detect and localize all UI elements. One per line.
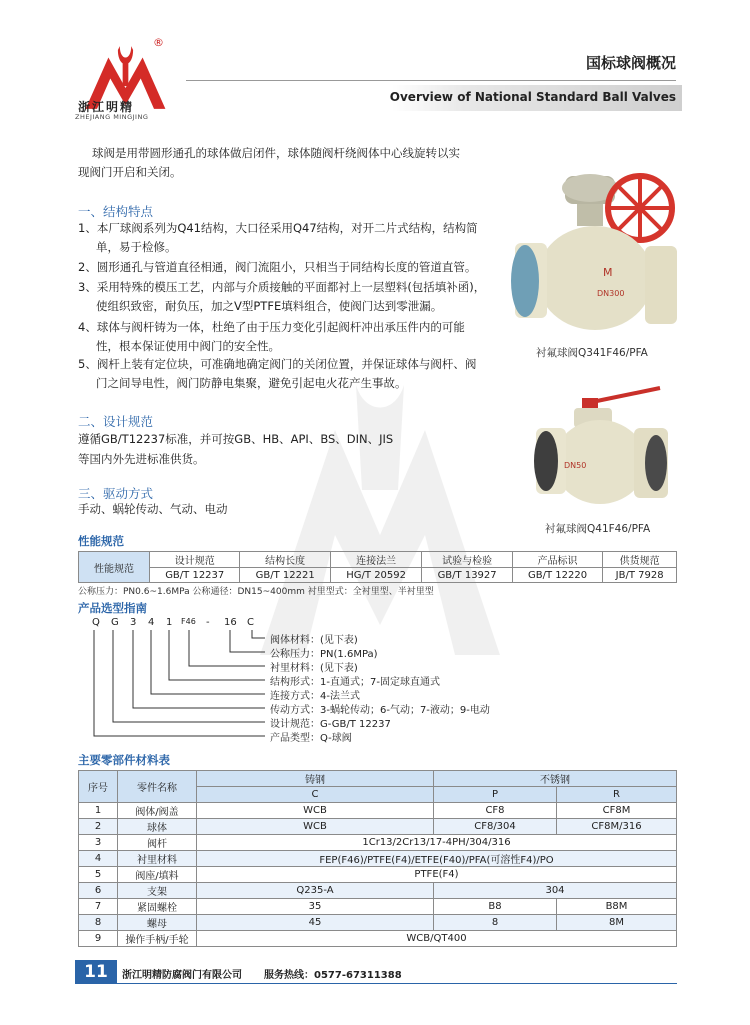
mat-pr: 304 [434,883,677,899]
selection-label: 传动方式：3-蜗轮传动；6-气动；7-液动；9-电动 [270,705,490,716]
code-char: 3 [130,617,137,628]
mat-name: 球体 [118,819,197,835]
mat-c: WCB [197,819,434,835]
mat-c: Q235-A [197,883,434,899]
brand-name-cn: 浙江明精 [78,100,135,114]
mat-no: 3 [79,835,118,851]
mat-p: 8 [434,915,557,931]
footer-hotline: 服务热线：0577-67311388 [264,970,402,981]
table-row [79,851,677,867]
drive-line: 手动、蜗轮传动、气动、电动 [78,502,228,516]
mat-r: 8M [557,915,677,931]
intro-line-1: 球阀是用带圆形通孔的球体做启闭件，球体随阀杆绕阀体中心线旋转以实 [92,146,460,160]
selection-label: 阀体材料：(见下表) [270,635,358,646]
page-title-en: Overview of National Standard Ball Valves [389,90,676,104]
page-title-cn: 国标球阀概况 [585,54,676,72]
perf-value: HG/T 20592 [330,568,421,583]
mat-header-name: 零件名称 [118,771,197,803]
code-char: 16 [224,617,237,628]
mat-r: B8M [557,899,677,915]
perf-header: 连接法兰 [330,552,421,568]
materials-table [78,770,677,947]
structure-item: 单，易于检修。 [96,240,177,254]
mat-no: 2 [79,819,118,835]
footer-divider [117,983,677,984]
mat-name: 紧固螺栓 [118,899,197,915]
structure-item: 性，根本保证使用中阀门的安全性。 [96,339,280,353]
structure-item: 5、阀杆上装有定位块，可准确地确定阀门的关闭位置，并保证球体与阀杆、阀 [78,357,477,371]
caption-valve-1: 衬氟球阀Q341F46/PFA [536,347,648,359]
perf-header: 供货规范 [603,552,677,568]
table-row [79,835,677,851]
perf-header: 产品标识 [512,552,602,568]
selection-bracket-lines [85,628,275,743]
structure-item: 使组织致密，耐负压，加之V型PTFE填料组合，使阀门达到零泄漏。 [96,299,443,313]
code-char: C [247,617,254,628]
structure-item: 1、本厂球阀系列为Q41结构，大口径采用Q47结构，对开二片式结构，结构简 [78,221,478,235]
perf-header: 设计规范 [150,552,240,568]
mat-header-p: P [434,787,557,803]
mat-name: 操作手柄/手轮 [118,931,197,947]
selection-label: 设计规范：G-GB/T 12237 [270,719,391,730]
table-row [79,931,677,947]
svg-text:M: M [603,266,613,279]
mat-header-cast: 铸钢 [197,771,434,787]
valve-marking: DN300 [597,289,625,298]
selection-label: 产品类型：Q-球阀 [270,733,352,744]
mat-name: 阀座/填料 [118,867,197,883]
perf-value: GB/T 12220 [512,568,602,583]
table-row [79,803,677,819]
valve-image-lever [530,380,680,515]
design-line-1: 遵循GB/T12237标准，并可按GB、HB、API、BS、DIN、JIS [78,432,394,446]
section-structure-title: 一、结构特点 [78,204,154,219]
mat-all: 1Cr13/2Cr13/17-4PH/304/316 [197,835,677,851]
code-char: G [111,617,119,628]
perf-value: GB/T 12237 [150,568,240,583]
brand-name-en: ZHEJIANG MINGJING [75,113,149,121]
perf-table [78,551,677,583]
mat-name: 支架 [118,883,197,899]
perf-title: 性能规范 [78,534,124,548]
mat-no: 7 [79,899,118,915]
mat-r: CF8M [557,803,677,819]
mat-no: 5 [79,867,118,883]
table-row [79,883,677,899]
mat-header-c: C [197,787,434,803]
mat-c: 35 [197,899,434,915]
code-char: 4 [148,617,155,628]
structure-item: 3、采用特殊的模压工艺，内部与介质接触的平面都衬上一层塑料(包括填补函)， [78,280,486,294]
mat-all: WCB/QT400 [197,931,677,947]
perf-note: 公称压力：PN0.6~1.6MPa 公称通径：DN15~400mm 衬里型式：全衬里型、半衬里型 [78,587,434,597]
watermark-logo [230,370,530,670]
page-number: 11 [75,960,117,984]
valve-image-gear [505,168,685,338]
valve-marking: DN50 [564,461,587,470]
perf-value: JB/T 7928 [603,568,677,583]
mat-header-r: R [557,787,677,803]
mat-c: 45 [197,915,434,931]
mat-no: 9 [79,931,118,947]
code-char: F46 [181,617,196,626]
selection-label: 衬里材料：(见下表) [270,663,358,674]
mat-name: 衬里材料 [118,851,197,867]
mat-r: CF8M/316 [557,819,677,835]
perf-row-label: 性能规范 [79,552,150,583]
selection-label: 公称压力：PN(1.6MPa) [270,649,378,660]
mat-p: CF8/304 [434,819,557,835]
perf-value: GB/T 12221 [240,568,330,583]
table-row [79,819,677,835]
intro-line-2: 现阀门开启和关闭。 [78,165,182,179]
mat-all: PTFE(F4) [197,867,677,883]
mat-p: CF8 [434,803,557,819]
registered-mark: ® [153,36,164,49]
code-char: Q [92,617,100,628]
mat-header-no: 序号 [79,771,118,803]
section-design-title: 二、设计规范 [78,414,154,429]
selection-label: 结构形式：1-直通式；7-固定球直通式 [270,677,440,688]
mat-no: 1 [79,803,118,819]
structure-item: 门之间导电性，阀门防静电集聚，避免引起电火花产生事故。 [96,376,407,390]
mat-name: 螺母 [118,915,197,931]
code-char: - [206,617,210,628]
mat-no: 6 [79,883,118,899]
structure-item: 2、圆形通孔与管道直径相通，阀门流阻小，只相当于同结构长度的管道直管。 [78,260,477,274]
table-row [79,867,677,883]
mat-no: 4 [79,851,118,867]
table-row [79,899,677,915]
mat-all: FEP(F46)/PTFE(F4)/ETFE(F40)/PFA(可溶性F4)/PO [197,851,677,867]
design-line-2: 等国内外先进标准供货。 [78,452,205,466]
mat-no: 8 [79,915,118,931]
header-divider [186,80,676,81]
materials-title: 主要零部件材料表 [78,753,170,767]
perf-header: 结构长度 [240,552,330,568]
selection-title: 产品选型指南 [78,601,147,615]
structure-item: 4、球体与阀杆铸为一体，杜绝了由于压力变化引起阀杆冲出承压件内的可能 [78,320,465,334]
mat-header-stainless: 不锈钢 [434,771,677,787]
perf-header: 试验与检验 [422,552,512,568]
mat-name: 阀杆 [118,835,197,851]
mat-p: B8 [434,899,557,915]
perf-value: GB/T 13927 [422,568,512,583]
caption-valve-2: 衬氟球阀Q41F46/PFA [545,523,651,535]
code-char: 1 [166,617,173,628]
mat-name: 阀体/阀盖 [118,803,197,819]
table-row [79,915,677,931]
selection-label: 连接方式：4-法兰式 [270,691,360,702]
section-drive-title: 三、驱动方式 [78,486,154,501]
footer-company: 浙江明精防腐阀门有限公司 [122,970,242,981]
mat-c: WCB [197,803,434,819]
